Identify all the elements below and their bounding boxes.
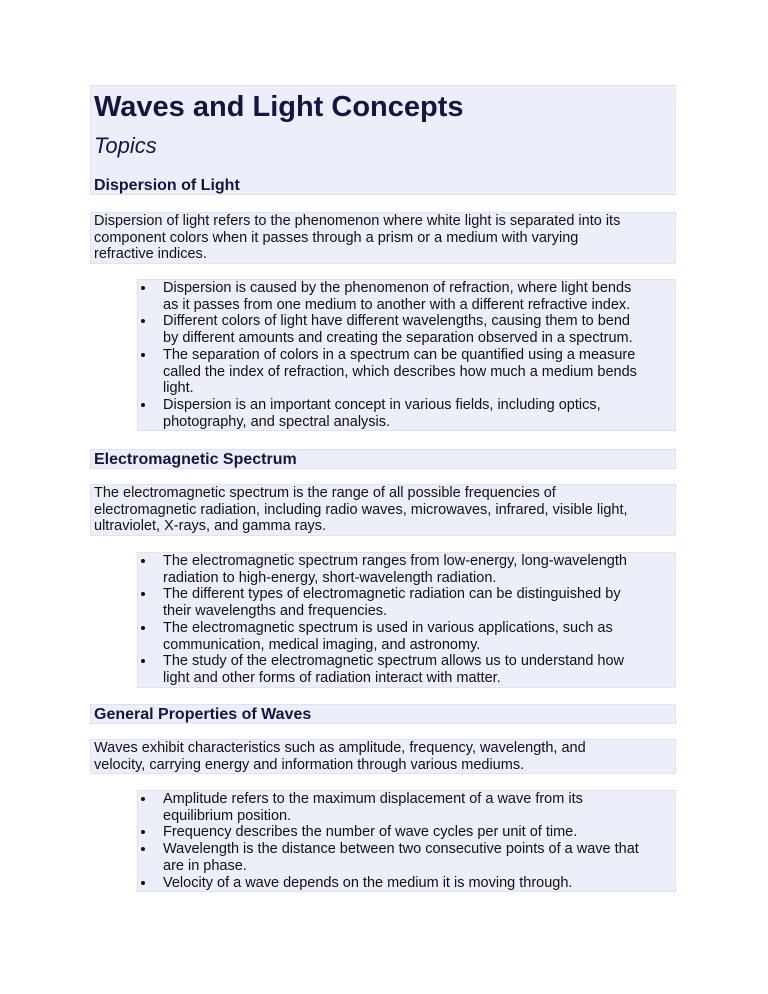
intro-line: component colors when it passes through a prism or a medium with varying <box>94 229 579 246</box>
list-item-line: Frequency describes the number of wave cycles per unit of time. <box>163 824 578 841</box>
bullet-icon <box>141 847 145 851</box>
list-item-line: equilibrium position. <box>163 807 292 824</box>
bullet-icon <box>141 626 145 630</box>
list-item <box>138 347 675 397</box>
list-item <box>138 313 675 346</box>
intro-line: electromagnetic radiation, including radio waves, microwaves, infrared, visible light, <box>94 501 628 518</box>
list-item-line: The separation of colors in a spectrum can be quantified using a measure <box>163 346 636 363</box>
intro-wave-properties <box>90 739 676 774</box>
bullet-icon <box>141 659 145 663</box>
bullet-icon <box>141 592 145 596</box>
list-item <box>138 824 675 841</box>
list-item <box>138 553 675 586</box>
bullet-list-wave-properties <box>137 790 676 892</box>
list-item-line: The electromagnetic spectrum ranges from low-energy, long-wavelength <box>163 553 627 569</box>
list-item-line: light and other forms of radiation interact with matter. <box>163 669 501 686</box>
header-block <box>90 85 676 195</box>
section-heading-dispersion: Dispersion of Light <box>94 177 240 194</box>
bullet-icon <box>141 319 145 323</box>
list-item-line: The electromagnetic spectrum is used in various applications, such as <box>163 619 613 636</box>
bullet-icon <box>141 559 145 563</box>
list-item-line: Dispersion is an important concept in various fields, including optics, <box>163 396 601 413</box>
list-item <box>138 397 675 430</box>
bullet-icon <box>141 881 145 885</box>
bullet-list-em-spectrum <box>137 552 676 688</box>
bullet-icon <box>141 797 145 801</box>
section-heading-wave-properties: General Properties of Waves <box>94 706 312 723</box>
list-item <box>138 586 675 619</box>
list-item-line: light. <box>163 380 194 397</box>
intro-line: Dispersion of light refers to the phenomenon where white light is separated into its <box>94 213 621 229</box>
intro-dispersion <box>90 212 676 264</box>
intro-line: The electromagnetic spectrum is the range of all possible frequencies of <box>94 485 556 501</box>
list-item-line: Different colors of light have different wavelengths, causing them to bend <box>163 313 630 330</box>
page-title: Waves and Light Concepts <box>94 91 464 123</box>
list-item <box>138 653 675 686</box>
list-item-line: are in phase. <box>163 857 247 874</box>
list-item-line: called the index of refraction, which describes how much a medium bends <box>163 363 637 380</box>
list-item <box>138 875 675 892</box>
list-item-line: Dispersion is caused by the phenomenon of refraction, where light bends <box>163 280 632 296</box>
section-heading-em-spectrum: Electromagnetic Spectrum <box>94 451 297 468</box>
intro-line: ultraviolet, X-rays, and gamma rays. <box>94 518 327 535</box>
intro-em-spectrum <box>90 484 676 536</box>
intro-line: velocity, carrying energy and information through various mediums. <box>94 756 525 773</box>
heading-block-em <box>90 449 676 469</box>
list-item-line: photography, and spectral analysis. <box>163 413 391 430</box>
list-item-line: radiation to high-energy, short-wavelength radiation. <box>163 569 497 586</box>
bullet-icon <box>141 830 145 834</box>
list-item-line: Amplitude refers to the maximum displacement of a wave from its <box>163 791 583 807</box>
bullet-icon <box>141 353 145 357</box>
heading-block-waves <box>90 704 676 724</box>
list-item <box>138 280 675 313</box>
list-item-line: The study of the electromagnetic spectrum allows us to understand how <box>163 653 625 670</box>
bullet-icon <box>141 286 145 290</box>
list-item-line: The different types of electromagnetic radiation can be distinguished by <box>163 586 621 603</box>
list-item-line: as it passes from one medium to another with a different refractive index. <box>163 296 631 313</box>
intro-line: Waves exhibit characteristics such as amplitude, frequency, wavelength, and <box>94 740 586 756</box>
list-item-line: Wavelength is the distance between two consecutive points of a wave that <box>163 841 639 858</box>
list-item-line: Velocity of a wave depends on the medium it is moving through. <box>163 874 573 891</box>
intro-line: refractive indices. <box>94 246 207 263</box>
list-item <box>138 620 675 653</box>
list-item-line: their wavelengths and frequencies. <box>163 603 388 620</box>
page-subtitle: Topics <box>94 133 157 158</box>
list-item <box>138 841 675 874</box>
list-item-line: by different amounts and creating the separation observed in a spectrum. <box>163 330 633 347</box>
bullet-icon <box>141 403 145 407</box>
bullet-list-dispersion <box>137 279 676 431</box>
list-item-line: communication, medical imaging, and astronomy. <box>163 636 481 653</box>
list-item <box>138 791 675 824</box>
